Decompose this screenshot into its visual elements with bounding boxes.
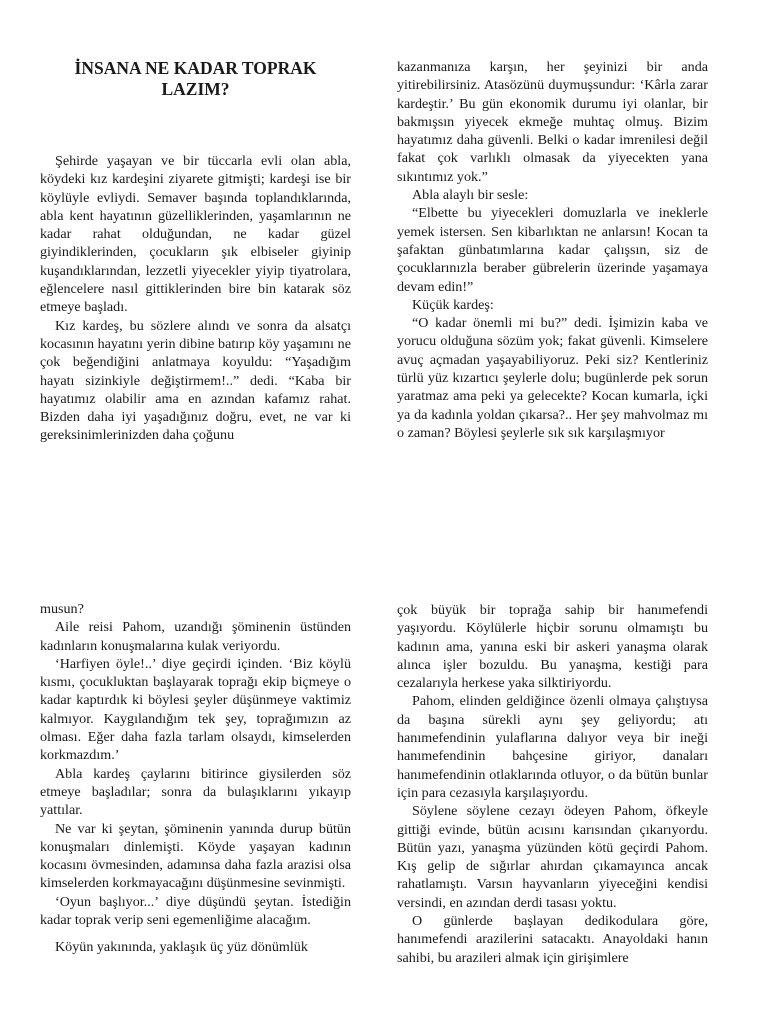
paragraph: musun?	[40, 601, 84, 617]
column-2	[397, 58, 708, 483]
paragraph: ‘Harfiyen öyle!..’ diye geçirdi içinden. ‘Biz köylü kısmı, çocukluktan başlayarak toprağı ekip biçmeye o kadar kaptırdık ki böylesi şeyler düşünmeye vaktimiz kalmıyor. Kaygılandığım tek şey, toprağımızın az olması. Eğer daha fazla tarlam olsaydı, kimselerden korkmazdım.’	[40, 655, 351, 764]
column-3	[40, 600, 351, 1024]
column-1	[40, 58, 351, 483]
paragraph: Kız kardeş, bu sözlere alındı ve sonra da alsatçı kocasının hayatını yerin dibine batırıp köy yaşamını ne çok beğendiğini anlatmaya koyuldu: “Yaşadığım hayatı sizinkiyle değiştirmem!..” dedi. “Kaba bir hayatımız olabilir ama en azından kafamız rahat. Bizden daha iyi yaşadığınız doğru, evet, ne var ki gereksinimlerinizden daha çoğunu	[40, 317, 351, 444]
paragraph: Aile reisi Pahom, uzandığı şöminenin üstünden kadınların konuşmalarına kulak veriyordu.	[40, 619, 351, 654]
paragraph: “Elbette bu yiyecekleri domuzlarla ve ineklerle yemek istersen. Sen kibarlıktan ne anlarsın! Kocan ta şafaktan günbatımlarına kadar çalışsın, siz de çocuklarınızla beraber gübrelerin üzerinde yaşamaya devam edin!”	[397, 205, 708, 295]
paragraph: kazanmanıza karşın, her şeyinizi bir anda yitirebilirsiniz. Atasözünü duymuşsundur: ‘Kârla zarar kardeştir.’ Bu gün ekonomik durumu iyi olanlar, bir bakmışsın yiyecek ekmeğe muhtaç olmuş. Bizim hayatımız daha güvenli. Belki o kadar imrenilesi değil fakat çok varlıklı olmasak da yiyecekten yana sıkıntımız yok.”	[397, 59, 708, 185]
paragraph: çok büyük bir toprağa sahip bir hanımefendi yaşıyordu. Köylülerle hiçbir sorunu olmamıştı bu kadının ama, yanına eski bir askeri yanaşma olarak alınca işler bozuldu. Bu yanaşma, kestiği para cezalarıyla herkese yaka silktiriyordu.	[397, 602, 708, 692]
paragraph: Küçük kardeş:	[412, 296, 494, 313]
paragraph: Abla alaylı bir sesle:	[412, 187, 529, 204]
paragraph: Şehirde yaşayan ve bir tüccarla evli olan abla, köydeki kız kardeşini ziyarete gitmişti; kardeşi ise bir köylüyle evliydi. Semaver başında toplandıklarında, abla kent hayatının güzelliklerinden, yaşamlarının ne kadar rahat olduğundan, ne kadar güzel giyindiklerinden, çocukların şık elbiseler giyinip kuşandıklarından, lezzetli yiyecekler yiyip tiyatrolara, eğlencelere nasıl gittiklerinden bire bin katarak söz etmeye başladı.	[40, 153, 351, 316]
column-4	[397, 601, 708, 1024]
paragraph: Söylene söylene cezayı ödeyen Pahom, öfkeyle gittiği evinde, bütün acısını karısından çıkarıyordu. Bütün yazı, yanaşma yüzünden kötü geçirdi Pahom. Kış gelip de sığırlar ahırdan çıkamayınca ancak rahatlamıştı. Varsın hayvanların yiyeceğini kendisi versindi, en azından derdi tasası yoktu.	[397, 803, 708, 911]
paragraph: O günlerde başlayan dedikodulara göre, hanımefendi arazilerini satacaktı. Anayoldaki hanın sahibi, bu arazileri almak için girişimlere	[397, 913, 708, 966]
story-title: İNSANA NE KADAR TOPRAK LAZIM?	[74, 58, 317, 99]
paragraph: “O kadar önemli mi bu?” dedi. İşimizin kaba ve yorucu olduğuna sözüm yok; fakat güvenli. Kimselere avuç açmadan yaşayabiliyoruz. Peki siz? Kentleriniz türlü yüz kızartıcı şeylerle dolu; bugünlerde pek sorun yaratmaz ama peki ya gelecekte? Kocan kumarla, içki ya da kadınla yoldan çıkarsa?.. Her şey mahvolmaz mı o zaman? Böylesi şeylerle sık sık karşılaşmıyor	[397, 315, 708, 441]
paragraph: Ne var ki şeytan, şöminenin yanında durup bütün konuşmaları dinlemişti. Köyde yaşayan kadının kocasını övmesinden, adamınsa daha fazla arazisi olsa kimselerden korkmayacağını düşünmesine sevinmişti.	[40, 820, 351, 892]
paragraph: ‘Oyun başlıyor...’ diye düşündü şeytan. İstediğin kadar toprak verip seni egemenliğime alacağım.	[40, 893, 351, 929]
paragraph: Köyün yakınında, yaklaşık üç yüz dönümlük	[55, 939, 308, 956]
paragraph: Pahom, elinden geldiğince özenli olmaya çalıştıysa da başına sürekli aynı şey geliyordu; atı hanımefendinin yulaflarına dalıyor veya bir ineği hanımefendinin bahçesine giriyor, danaları hanımefendinin otlaklarında otluyor, o da bütün bunlar için para cezasıyla karşılaşıyordu.	[397, 693, 708, 801]
paragraph: Abla kardeş çaylarını bitirince giysilerden söz etmeye başladılar; sonra da bulaşıklarını yıkayıp yattılar.	[40, 765, 351, 819]
